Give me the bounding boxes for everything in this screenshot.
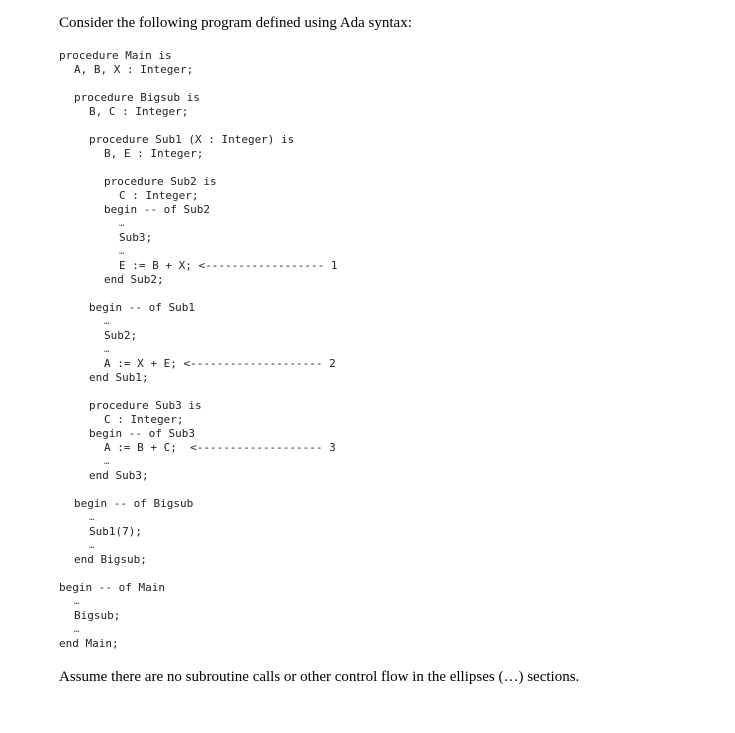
code-ellipsis: … (104, 345, 110, 355)
code-line: end Bigsub; (74, 553, 147, 566)
code-ellipsis: … (119, 219, 125, 229)
code-ellipsis: … (104, 317, 110, 327)
code-line: B, E : Integer; (104, 147, 204, 160)
code-line: C : Integer; (104, 413, 184, 426)
code-line: Sub1(7); (89, 525, 142, 538)
code-line: A, B, X : Integer; (74, 63, 194, 76)
code-ellipsis: … (74, 625, 80, 635)
code-line: A := B + C; <------------------- 3 (104, 441, 336, 454)
code-line: begin -- of Main (59, 581, 165, 594)
code-line: Sub2; (104, 329, 138, 342)
code-line: end Sub3; (89, 469, 149, 482)
code-line: Bigsub; (74, 609, 121, 622)
code-line: procedure Sub1 (X : Integer) is (89, 133, 295, 146)
code-ellipsis: … (104, 457, 110, 467)
code-line: B, C : Integer; (89, 105, 189, 118)
code-line: end Main; (59, 637, 119, 650)
code-line: C : Integer; (119, 189, 199, 202)
code-ellipsis: … (119, 247, 125, 257)
code-ellipsis: … (89, 541, 95, 551)
code-line: E := B + X; <------------------ 1 (119, 259, 338, 272)
code-line: end Sub1; (89, 371, 149, 384)
code-line: end Sub2; (104, 273, 164, 286)
outro-text: Assume there are no subroutine calls or other control flow in the ellipses (…) sections. (59, 669, 580, 685)
intro-text: Consider the following program defined using Ada syntax: (59, 15, 412, 31)
code-line: begin -- of Bigsub (74, 497, 194, 510)
code-line: procedure Sub3 is (89, 399, 202, 412)
code-line: begin -- of Sub3 (89, 427, 195, 440)
code-ellipsis: … (89, 513, 95, 523)
code-line: procedure Sub2 is (104, 175, 217, 188)
code-line: procedure Main is (59, 49, 172, 62)
code-line: A := X + E; <-------------------- 2 (104, 357, 336, 370)
code-line: Sub3; (119, 231, 153, 244)
code-ellipsis: … (74, 597, 80, 607)
code-line: begin -- of Sub1 (89, 301, 195, 314)
code-line: procedure Bigsub is (74, 91, 200, 104)
code-line: begin -- of Sub2 (104, 203, 210, 216)
